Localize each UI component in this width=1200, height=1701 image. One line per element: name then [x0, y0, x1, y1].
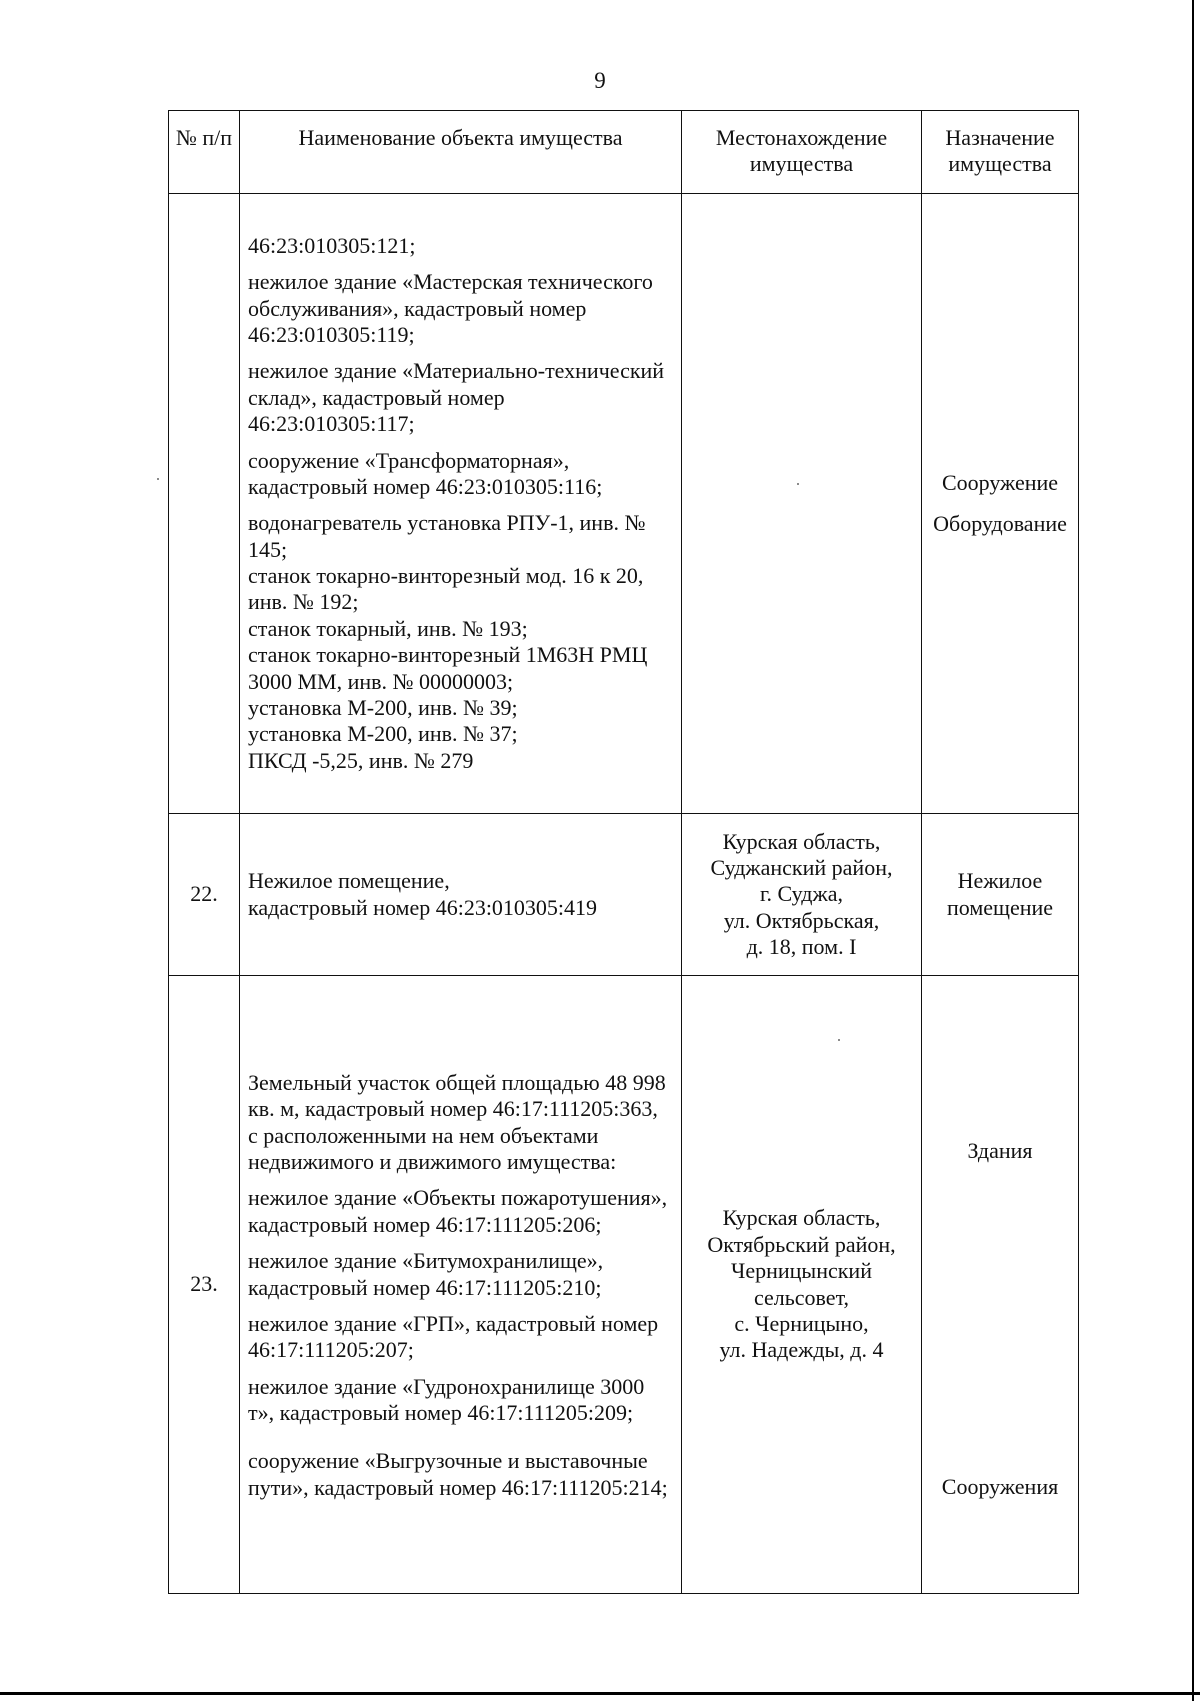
cell-purpose [922, 976, 1079, 1594]
cell-location [682, 194, 922, 814]
purpose-label: Здания [967, 1138, 1033, 1163]
page-number: 9 [594, 68, 606, 93]
scan-speck [838, 1039, 840, 1041]
scan-edge-bottom [0, 1692, 1200, 1695]
scan-edge-right [1192, 0, 1194, 1701]
header-name: Наименование объекта имущества [240, 111, 682, 194]
name-paragraph: сооружение «Выгрузочные и выставочные пути», кадастровый номер 46:17:111205:214; [248, 1448, 668, 1500]
location-line: Черницынский [731, 1258, 872, 1284]
cell-name [240, 976, 682, 1594]
cell-num: 22. [169, 814, 240, 976]
equipment-line: станок токарно-винторезный мод. 16 к 20, инв. № 192; [248, 563, 644, 615]
equipment-line: водонагреватель установка РПУ-1, инв. № 145; [248, 510, 646, 562]
cell-name [240, 814, 682, 976]
name-paragraph: нежилое здание «Объекты пожаротушения», кадастровый номер 46:17:111205:206; [248, 1185, 668, 1237]
name-paragraph: нежилое здание «Битумохранилище», кадастровый номер 46:17:111205:210; [248, 1248, 604, 1300]
purpose-line: помещение [946, 894, 1054, 920]
name-paragraph: 46:23:010305:121; [248, 232, 416, 258]
location-line: Курская область, [722, 828, 881, 854]
name-paragraph: нежилое здание «Мастерская технического обслуживания», кадастровый номер 46:23:010305:119; [248, 269, 653, 347]
equipment-line: ПКСД -5,25, инв. № 279 [248, 747, 474, 773]
name-paragraph: нежилое здание «ГРП», кадастровый номер 46:17:111205:207; [248, 1310, 659, 1363]
equipment-line: станок токарный, инв. № 193; [248, 615, 528, 641]
header-num: № п/п [169, 111, 240, 194]
header-purpose: Назначение имущества [922, 111, 1079, 194]
cell-num [169, 194, 240, 814]
scan-speck [797, 483, 799, 485]
location-line: г. Суджа, [760, 881, 843, 907]
cell-location [682, 814, 922, 976]
name-paragraph: нежилое здание «Гудронохранилище 3000 т», кадастровый номер 46:17:111205:209; [248, 1373, 645, 1426]
name-line: Нежилое помещение, [248, 868, 450, 894]
name-paragraph: сооружение «Трансформаторная», кадастровый номер 46:23:010305:116; [248, 447, 603, 499]
location-line: Курская область, [722, 1205, 881, 1231]
cell-location [682, 976, 922, 1594]
scan-speck [157, 478, 159, 480]
cell-purpose [922, 814, 1079, 976]
location-line: Октябрьский район, [707, 1231, 896, 1257]
header-location: Местонахождение имущества [682, 111, 922, 194]
purpose-label: Сооружения [941, 1474, 1059, 1499]
purpose-label: Оборудование [933, 510, 1067, 536]
purpose-line: Нежилое [957, 868, 1043, 894]
equipment-line: установка М-200, инв. № 37; [248, 721, 518, 747]
cell-name [240, 194, 682, 814]
name-paragraph: нежилое здание «Материально-технический склад», кадастровый номер 46:23:010305:117; [248, 358, 665, 437]
property-table [168, 110, 1079, 1594]
location-line: сельсовет, [753, 1284, 850, 1310]
name-line: кадастровый номер 46:23:010305:419 [248, 894, 598, 920]
table-row-23 [169, 976, 1079, 1594]
location-line: ул. Октябрьская, [723, 907, 880, 933]
location-line: ул. Надежды, д. 4 [719, 1337, 884, 1363]
location-line: Суджанский район, [710, 854, 893, 880]
location-line: д. 18, пом. I [746, 934, 857, 960]
table-header-row [169, 111, 1079, 194]
name-paragraph: Земельный участок общей площадью 48 998 кв. м, кадастровый номер 46:17:111205:363, с расположенными на нем объектами недвижимого и движимого имущества: [248, 1069, 666, 1174]
table-row-continuation [169, 194, 1079, 814]
equipment-line: установка М-200, инв. № 39; [248, 695, 518, 721]
table-row-22 [169, 814, 1079, 976]
equipment-line: станок токарно-винторезный 1М63Н РМЦ 3000 ММ, инв. № 00000003; [248, 642, 648, 694]
purpose-label: Сооружение [941, 470, 1059, 496]
cell-num: 23. [169, 976, 240, 1594]
cell-purpose [922, 194, 1079, 814]
location-line: с. Черницыно, [734, 1310, 869, 1336]
